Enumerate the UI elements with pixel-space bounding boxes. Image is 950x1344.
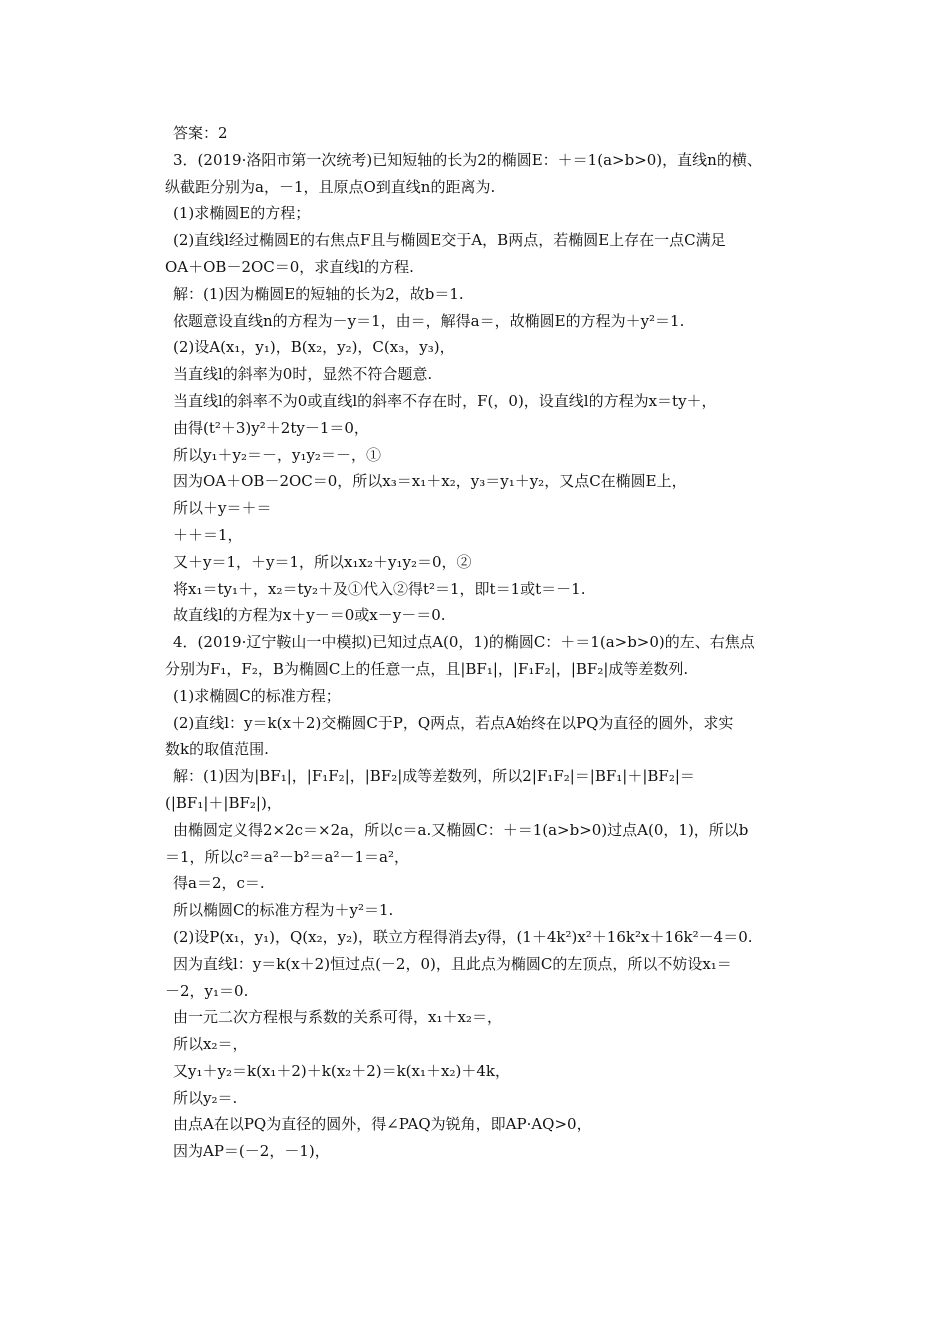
document-body bbox=[165, 120, 825, 1165]
text-line: 所以y₁＋y₂＝－，y₁y₂＝－，① bbox=[173, 445, 381, 464]
text-line: 当直线l的斜率不为0或直线l的斜率不存在时，F(，0)，设直线l的方程为x＝ty＋， bbox=[173, 391, 717, 410]
text-line: 依题意设直线n的方程为－y＝1，由＝，解得a＝，故椭圆E的方程为＋y²＝1. bbox=[173, 311, 685, 330]
text-line: 分别为F₁，F₂，B为椭圆C上的任意一点，且|BF₁|，|F₁F₂|，|BF₂|成等差数列. bbox=[165, 659, 689, 678]
text-line: 由点A在以PQ为直径的圆外，得∠PAQ为锐角，即AP·AQ>0， bbox=[173, 1115, 592, 1134]
text-line: 故直线l的方程为x＋y－＝0或x－y－＝0. bbox=[173, 606, 446, 625]
text-line: (|BF₁|＋|BF₂|)， bbox=[165, 793, 282, 812]
text-line: 3．(2019·洛阳市第一次统考)已知短轴的长为2的椭圆E：＋＝1(a>b>0)，直线n的横、 bbox=[173, 150, 762, 169]
text-line: 纵截距分别为a，－1，且原点O到直线n的距离为. bbox=[165, 177, 496, 196]
text-line: 数k的取值范围. bbox=[165, 740, 269, 759]
text-line: (2)直线l经过椭圆E的右焦点F且与椭圆E交于A，B两点，若椭圆E上存在一点C满足 bbox=[173, 231, 726, 250]
text-line: 因为AP＝(－2，－1)， bbox=[173, 1142, 330, 1161]
text-line: 由椭圆定义得2×2c＝×2a，所以c＝a.又椭圆C：＋＝1(a>b>0)过点A(0，1)，所以b bbox=[173, 820, 749, 839]
text-line: 又y₁＋y₂＝k(x₁＋2)＋k(x₂＋2)＝k(x₁＋x₂)＋4k， bbox=[173, 1061, 510, 1080]
text-line: 所以＋y＝＋＝ bbox=[173, 499, 272, 518]
text-line: 解：(1)因为椭圆E的短轴的长为2，故b＝1. bbox=[173, 284, 464, 303]
text-line: 又＋y＝1，＋y＝1，所以x₁x₂＋y₁y₂＝0，② bbox=[173, 552, 472, 571]
text-line: (1)求椭圆C的标准方程； bbox=[173, 686, 341, 705]
text-line: 得a＝2，c＝. bbox=[173, 874, 265, 893]
text-line: OA＋OB－2OC＝0，求直线l的方程. bbox=[165, 257, 414, 276]
text-line: ＋＋＝1， bbox=[173, 525, 243, 544]
text-line: 所以x₂＝， bbox=[173, 1035, 248, 1054]
text-line: (2)设P(x₁，y₁)，Q(x₂，y₂)，联立方程得消去y得，(1＋4k²)x²＋16k²x＋16k²－4＝0. bbox=[173, 927, 753, 946]
text-line: (1)求椭圆E的方程； bbox=[173, 204, 311, 223]
text-line: 由一元二次方程根与系数的关系可得，x₁＋x₂＝， bbox=[173, 1008, 502, 1027]
text-line: 答案：2 bbox=[173, 124, 228, 142]
text-line: 将x₁＝ty₁＋，x₂＝ty₂＋及①代入②得t²＝1，即t＝1或t＝－1. bbox=[173, 579, 586, 598]
text-line: 因为OA＋OB－2OC＝0，所以x₃＝x₁＋x₂，y₃＝y₁＋y₂，又点C在椭圆E上， bbox=[173, 472, 687, 491]
text-line: 4．(2019·辽宁鞍山一中模拟)已知过点A(0，1)的椭圆C：＋＝1(a>b>0)的左、右焦点 bbox=[173, 633, 755, 652]
text-line: 所以椭圆C的标准方程为＋y²＝1. bbox=[173, 901, 394, 920]
text-line: －2，y₁＝0. bbox=[165, 981, 249, 1000]
text-line: 因为直线l：y＝k(x＋2)恒过点(－2，0)，且此点为椭圆C的左顶点，所以不妨设x₁＝ bbox=[173, 954, 732, 973]
text-line: ＝1，所以c²＝a²－b²＝a²－1＝a²， bbox=[165, 847, 409, 866]
text-line: 所以y₂＝. bbox=[173, 1088, 238, 1107]
text-line: (2)设A(x₁，y₁)，B(x₂，y₂)，C(x₃，y₃)， bbox=[173, 338, 455, 357]
text-line: 当直线l的斜率为0时，显然不符合题意. bbox=[173, 365, 433, 384]
text-line: 解：(1)因为|BF₁|，|F₁F₂|，|BF₂|成等差数列，所以2|F₁F₂|＝|BF₁|＋|BF₂|＝ bbox=[173, 767, 695, 786]
text-line: 由得(t²＋3)y²＋2ty－1＝0， bbox=[173, 418, 369, 437]
text-line: (2)直线l：y＝k(x＋2)交椭圆C于P，Q两点，若点A始终在以PQ为直径的圆外，求实 bbox=[173, 713, 734, 732]
